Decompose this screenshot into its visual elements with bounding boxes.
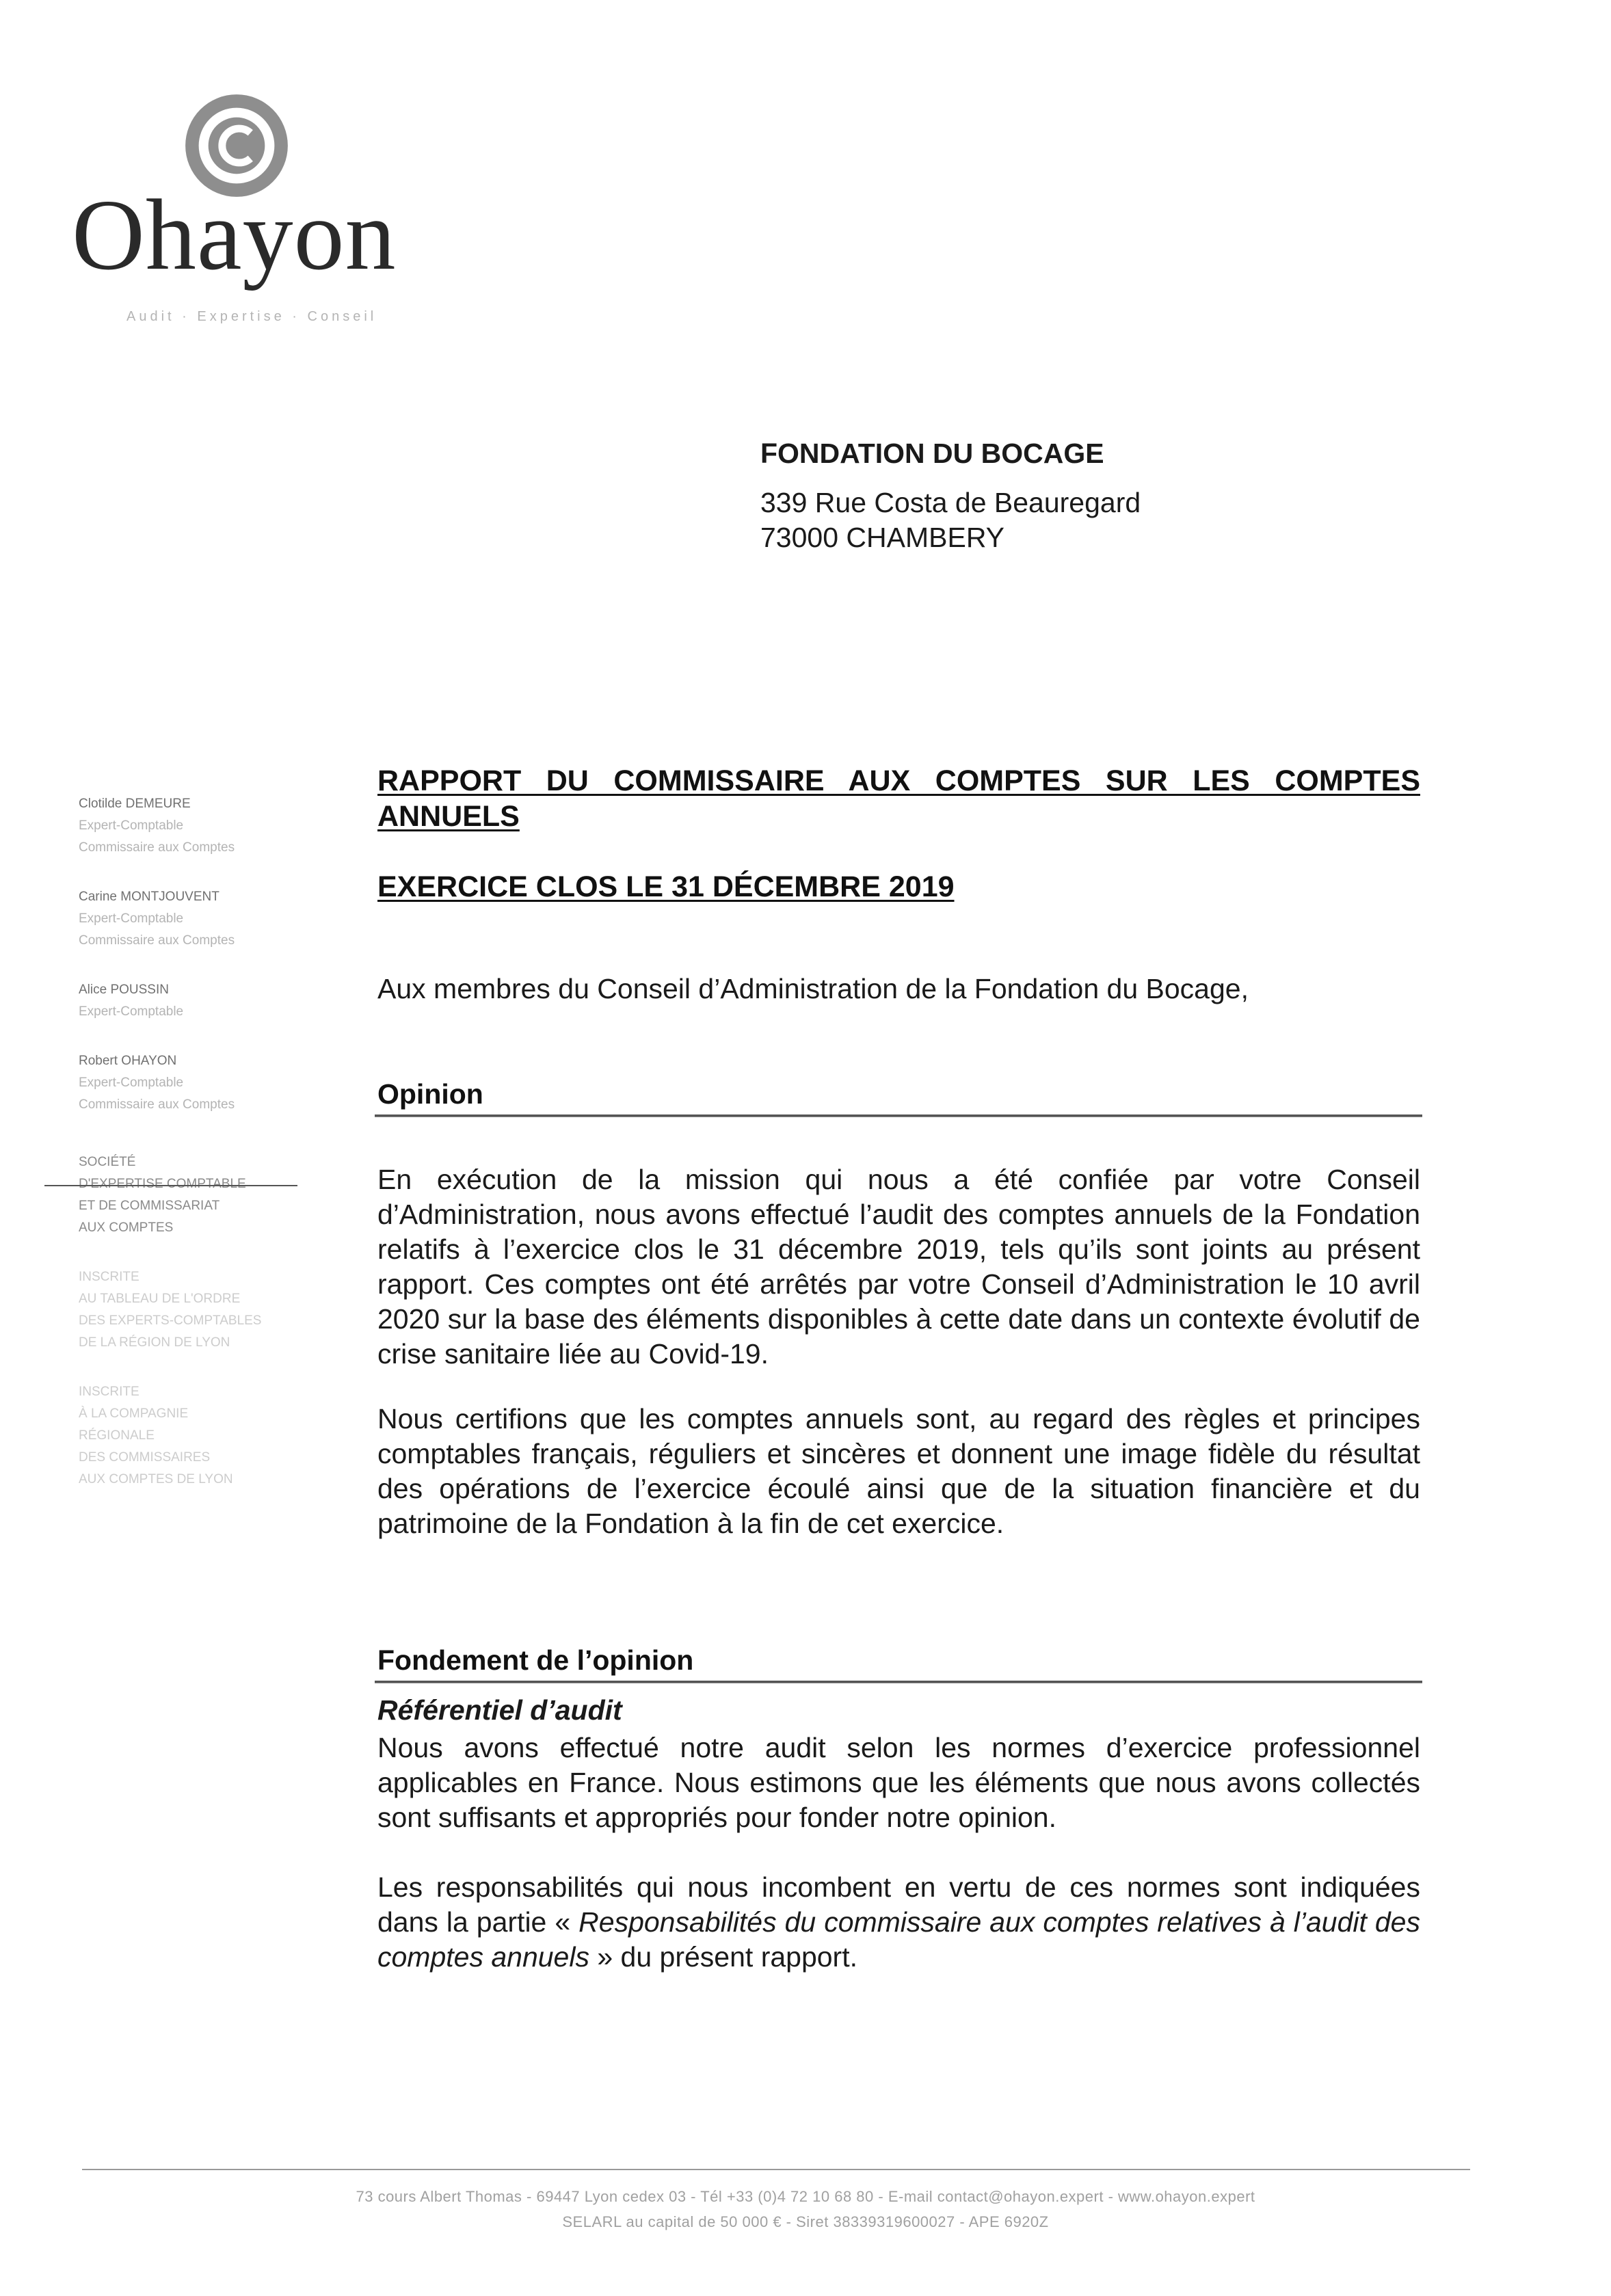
- partner-role: Expert-Comptable: [79, 911, 184, 926]
- sidebar-divider: [44, 1185, 297, 1186]
- partner-name: Robert OHAYON: [79, 1054, 177, 1068]
- opinion-paragraph: En exécution de la mission qui nous a été confiée par votre Conseil d’Administration, nous avons effectué l’audit des comptes annuels de la Fondation relatifs à l’exercice clos le 31 décembre 2019, tels qu’ils sont joints au présent rapport. Ces comptes ont été arrêtés par votre Conseil d’Administration le 10 avril 2020 sur la base des éléments disponibles à cette date dans un contexte évolutif de crise sanitaire liée au Covid-19.: [377, 1164, 1420, 1370]
- footer-legal: SELARL au capital de 50 000 € - Siret 38339319600027 - APE 6920Z: [562, 2213, 1049, 2230]
- partner-role: Expert-Comptable: [79, 1076, 184, 1090]
- fondement-paragraph: Nous avons effectué notre audit selon les normes d’exercice professionnel applicables en France. Nous estimons que les éléments que nous avons collectés sont suffisants et appropriés pour fonder notre opinion.: [377, 1732, 1420, 1833]
- company-line: AUX COMPTES: [79, 1220, 174, 1235]
- registration-line: INSCRITE: [79, 1270, 139, 1284]
- company-line: D'EXPERTISE COMPTABLE: [79, 1177, 246, 1191]
- section-rule: [375, 1681, 1422, 1683]
- report-subtitle: EXERCICE CLOS LE 31 DÉCEMBRE 2019: [377, 870, 955, 903]
- salutation: Aux membres du Conseil d’Administration de la Fondation du Bocage,: [377, 973, 1249, 1004]
- recipient-name: FONDATION DU BOCAGE: [760, 438, 1104, 469]
- registration-line: AUX COMPTES DE LYON: [79, 1472, 233, 1486]
- fondement-paragraph: [377, 1870, 1420, 1975]
- registration-line: À LA COMPAGNIE: [79, 1406, 189, 1421]
- registration-line: AU TABLEAU DE L'ORDRE: [79, 1292, 241, 1306]
- partner-name: Carine MONTJOUVENT: [79, 890, 219, 904]
- company-description: [79, 1151, 304, 1239]
- partner-entry: [79, 979, 304, 1023]
- section-rule: [375, 1114, 1422, 1117]
- company-line: SOCIÉTÉ: [79, 1155, 136, 1169]
- paragraph-italic-reference: Responsabilités du commissaire aux comptes relatives à l’audit des comptes annuels: [377, 1906, 1420, 1973]
- partner-entry: [79, 886, 304, 952]
- firm-sidebar: [79, 793, 304, 1518]
- registration-line: DES EXPERTS-COMPTABLES: [79, 1313, 262, 1328]
- opinion-paragraph: Nous certifions que les comptes annuels sont, au regard des règles et principes comptables français, réguliers et sincères et donnent une image fidèle du résultat des opérations de l’exercice écoulé ainsi que de la situation financière et du patrimoine de la Fondation à la fin de cet exercice.: [377, 1403, 1420, 1539]
- recipient-street: 339 Rue Costa de Beauregard: [760, 487, 1141, 518]
- report-title: RAPPORT DU COMMISSAIRE AUX COMPTES SUR LES COMPTES: [377, 764, 1420, 797]
- subsection-heading-referentiel: Référentiel d’audit: [377, 1694, 622, 1726]
- partner-name: Alice POUSSIN: [79, 983, 169, 997]
- recipient-city: 73000 CHAMBERY: [760, 522, 1005, 553]
- partner-role: Commissaire aux Comptes: [79, 840, 235, 855]
- paragraph-text: Les responsabilités qui nous incombent en vertu de ces normes sont indiquées dans la partie «: [377, 1871, 1420, 1938]
- company-line: ET DE COMMISSARIAT: [79, 1199, 220, 1213]
- registration-company: [79, 1381, 304, 1491]
- registration-line: DE LA RÉGION DE LYON: [79, 1335, 230, 1350]
- partner-entry: [79, 1050, 304, 1116]
- partner-role: Commissaire aux Comptes: [79, 933, 235, 948]
- paragraph-text: » du présent rapport.: [589, 1941, 857, 1973]
- partner-role: Expert-Comptable: [79, 818, 184, 833]
- registration-order: [79, 1266, 304, 1354]
- registration-line: RÉGIONALE: [79, 1428, 155, 1443]
- logo-tagline: Audit · Expertise · Conseil: [127, 309, 377, 324]
- registration-line: DES COMMISSAIRES: [79, 1450, 211, 1465]
- footer-rule: [82, 2169, 1470, 2170]
- logo-wordmark: Ohayon: [72, 179, 397, 291]
- footer-address: 73 cours Albert Thomas - 69447 Lyon cedex 03 - Tél +33 (0)4 72 10 68 80 - E-mail contact@ohayon.expert - www.ohayon.expert: [356, 2188, 1255, 2205]
- partner-entry: [79, 793, 304, 859]
- registration-line: INSCRITE: [79, 1385, 139, 1399]
- report-title-continued: ANNUELS: [377, 800, 520, 833]
- section-heading-opinion: Opinion: [377, 1078, 483, 1110]
- partner-role: Expert-Comptable: [79, 1004, 184, 1019]
- partner-name: Clotilde DEMEURE: [79, 797, 191, 811]
- section-heading-fondement: Fondement de l’opinion: [377, 1644, 694, 1676]
- partner-role: Commissaire aux Comptes: [79, 1097, 235, 1112]
